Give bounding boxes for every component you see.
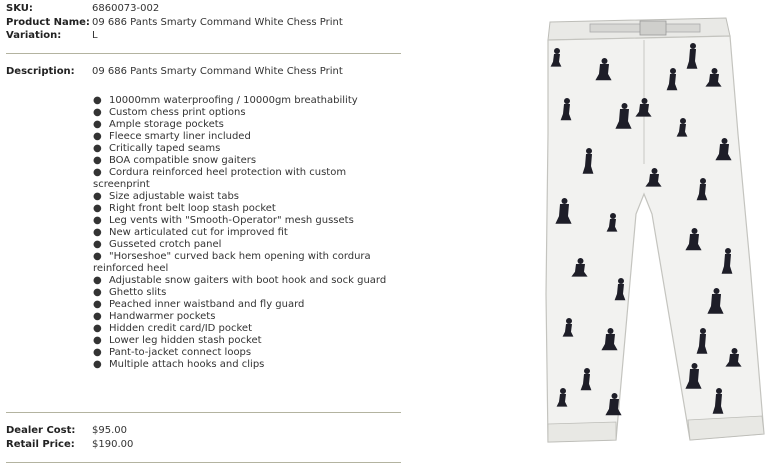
- divider: [6, 462, 401, 463]
- feature-item: [93, 143, 393, 155]
- bullet-icon: ●: [93, 287, 102, 298]
- variation-label: Variation:: [6, 30, 62, 41]
- pants-graphic: [540, 14, 772, 446]
- bullet-icon: ●: [93, 311, 102, 322]
- variation-row: [6, 29, 401, 43]
- description-row: [6, 65, 401, 79]
- bullet-icon: ●: [93, 335, 102, 346]
- chess-piece-head-icon: [602, 58, 608, 64]
- bullet-icon: ●: [93, 155, 102, 166]
- feature-text: Ample storage pockets: [109, 119, 224, 130]
- feature-item: [93, 275, 393, 287]
- feature-text: BOA compatible snow gaiters: [109, 155, 257, 166]
- divider: [6, 412, 401, 413]
- bullet-icon: ●: [93, 215, 102, 226]
- description-label: Description:: [6, 66, 75, 77]
- white-chess-print-pants-image: [540, 14, 772, 446]
- bullet-icon: ●: [93, 143, 102, 154]
- product-name-value: 09 686 Pants Smarty Command White Chess Print: [92, 16, 343, 28]
- bullet-icon: ●: [93, 275, 102, 286]
- feature-text: Peached inner waistband and fly guard: [109, 299, 305, 310]
- feature-item: [93, 323, 393, 335]
- feature-text: Leg vents with "Smooth-Operator" mesh gussets: [109, 215, 354, 226]
- feature-text: Custom chess print options: [109, 107, 246, 118]
- bullet-icon: ●: [93, 95, 102, 106]
- feature-text: Handwarmer pockets: [109, 311, 216, 322]
- chess-piece-head-icon: [612, 393, 618, 399]
- bullet-icon: ●: [93, 167, 102, 178]
- sku-row: [6, 2, 401, 16]
- feature-text: Hidden credit card/ID pocket: [109, 323, 253, 334]
- chess-piece-head-icon: [610, 213, 616, 219]
- chess-piece-head-icon: [560, 388, 566, 394]
- feature-item: [93, 167, 393, 191]
- chess-piece-head-icon: [566, 318, 572, 324]
- bullet-icon: ●: [93, 107, 102, 118]
- pants-body: [546, 18, 764, 442]
- product-name-row: [6, 16, 401, 30]
- feature-text: Gusseted crotch panel: [109, 239, 222, 250]
- chess-piece-head-icon: [716, 388, 722, 394]
- bullet-icon: ●: [93, 131, 102, 142]
- chess-piece-head-icon: [562, 198, 568, 204]
- bullet-icon: ●: [93, 323, 102, 334]
- chess-piece-head-icon: [680, 118, 686, 124]
- feature-item: [93, 299, 393, 311]
- chess-piece-head-icon: [608, 328, 614, 334]
- feature-text: Fleece smarty liner included: [109, 131, 251, 142]
- retail-price-label: Retail Price:: [6, 438, 75, 450]
- feature-item: [93, 251, 393, 275]
- feature-item: [93, 203, 393, 215]
- feature-text: Right front belt loop stash pocket: [109, 203, 276, 214]
- chess-piece-head-icon: [618, 278, 624, 284]
- feature-item: [93, 311, 393, 323]
- divider: [6, 53, 401, 54]
- chess-piece-head-icon: [722, 138, 728, 144]
- variation-value: L: [92, 30, 98, 41]
- dealer-cost-value: $95.00: [92, 425, 127, 436]
- chess-piece-head-icon: [725, 248, 731, 254]
- chess-piece-head-icon: [586, 148, 592, 154]
- description-section: [6, 65, 401, 79]
- bullet-icon: ●: [93, 347, 102, 358]
- feature-text: Critically taped seams: [109, 143, 221, 154]
- feature-text: Adjustable snow gaiters with boot hook and sock guard: [109, 275, 387, 286]
- chess-piece-head-icon: [692, 228, 698, 234]
- chess-piece-head-icon: [690, 43, 696, 49]
- feature-text: "Horseshoe" curved back hem opening with cordura reinforced heel: [93, 251, 371, 274]
- feature-text: 10000mm waterproofing / 10000gm breathability: [109, 95, 358, 106]
- chess-piece-head-icon: [564, 98, 570, 104]
- product-name-label: Product Name:: [6, 16, 90, 28]
- chess-piece-head-icon: [700, 328, 706, 334]
- feature-text: Ghetto slits: [109, 287, 167, 298]
- description-value: 09 686 Pants Smarty Command White Chess Print: [92, 66, 343, 77]
- feature-item: [93, 335, 393, 347]
- feature-item: [93, 215, 393, 227]
- bullet-icon: ●: [93, 119, 102, 130]
- retail-price-value: $190.00: [92, 438, 134, 450]
- feature-text: Lower leg hidden stash pocket: [109, 335, 262, 346]
- chess-piece-head-icon: [670, 68, 676, 74]
- feature-text: Cordura reinforced heel protection with custom screenprint: [93, 167, 347, 190]
- chess-piece-head-icon: [712, 68, 718, 74]
- bullet-icon: ●: [93, 191, 102, 202]
- chess-piece-head-icon: [622, 103, 628, 109]
- feature-item: [93, 107, 393, 119]
- feature-text: Pant-to-jacket connect loops: [109, 347, 252, 358]
- pants-silhouette: [546, 36, 764, 442]
- feature-item: [93, 359, 393, 371]
- dealer-cost-label: Dealer Cost:: [6, 425, 76, 436]
- bullet-icon: ●: [93, 359, 102, 370]
- bullet-icon: ●: [93, 239, 102, 250]
- feature-item: [93, 347, 393, 359]
- feature-item: [93, 191, 393, 203]
- feature-text: Size adjustable waist tabs: [109, 191, 240, 202]
- chess-piece-head-icon: [554, 48, 560, 54]
- sku-label: SKU:: [6, 3, 33, 14]
- feature-text: New articulated cut for improved fit: [109, 227, 288, 238]
- chess-piece-head-icon: [642, 98, 648, 104]
- retail-price-row: [6, 438, 401, 452]
- feature-item: [93, 239, 393, 251]
- chess-piece-head-icon: [700, 178, 706, 184]
- bullet-icon: ●: [93, 299, 102, 310]
- feature-item: [93, 95, 393, 107]
- feature-item: [93, 227, 393, 239]
- chess-piece-head-icon: [584, 368, 590, 374]
- right-cuff: [688, 416, 764, 440]
- chess-piece-head-icon: [692, 363, 698, 369]
- bullet-icon: ●: [93, 203, 102, 214]
- dealer-cost-row: [6, 424, 401, 438]
- chess-piece-head-icon: [578, 258, 584, 264]
- feature-item: [93, 287, 393, 299]
- belt-buckle: [640, 21, 666, 35]
- feature-item: [93, 131, 393, 143]
- feature-text: Multiple attach hooks and clips: [109, 359, 265, 370]
- product-details: [6, 2, 401, 43]
- feature-item: [93, 155, 393, 167]
- bullet-icon: ●: [93, 251, 102, 262]
- sku-value: 6860073-002: [92, 3, 160, 14]
- bullet-icon: ●: [93, 227, 102, 238]
- feature-list: [93, 95, 393, 371]
- feature-item: [93, 119, 393, 131]
- left-cuff: [548, 422, 616, 442]
- chess-piece-head-icon: [732, 348, 738, 354]
- chess-piece-head-icon: [652, 168, 658, 174]
- chess-piece-head-icon: [714, 288, 720, 294]
- price-section: [6, 424, 401, 451]
